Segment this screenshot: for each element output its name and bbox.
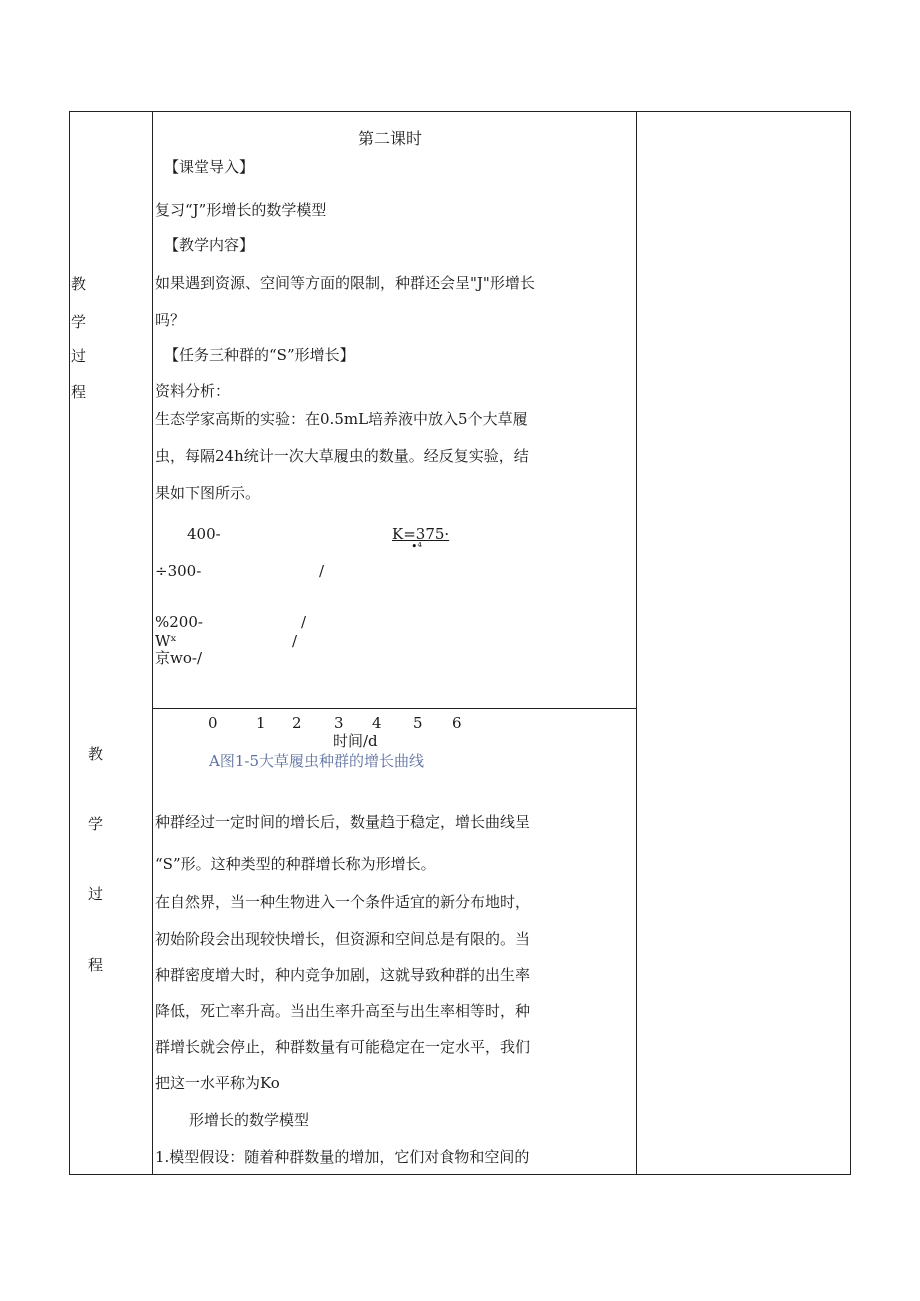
table-border-bottom	[69, 1174, 851, 1175]
column-divider-2	[636, 111, 637, 1175]
x-tick-label: 0	[208, 714, 218, 732]
label-char: 过	[71, 347, 87, 365]
paragraph-line: 种群密度增大时，种内竞争加剧，这就导致种群的出生率	[155, 966, 531, 984]
paragraph-line: 在自然界，当一种生物进入一个条件适宜的新分布地时，	[155, 893, 531, 911]
x-tick-label: 1	[256, 714, 266, 732]
label-char: 程	[71, 383, 87, 401]
column-divider-1	[152, 111, 153, 1175]
x-tick-label: 3	[334, 714, 344, 732]
x-axis-label: 时间/d	[333, 732, 378, 750]
y-axis-fragment: Wˣ	[155, 632, 177, 650]
table-border-top	[69, 111, 851, 112]
table-border-right	[850, 111, 851, 1175]
table-border-left	[69, 111, 70, 1175]
task-heading: 【任务三种群的“S”形增长】	[164, 346, 355, 364]
label-char: 学	[71, 313, 87, 331]
label-char: 程	[88, 956, 104, 974]
label-char: 教	[88, 745, 104, 763]
paragraph-line: “S”形。这种类型的种群增长称为形增长。	[155, 855, 436, 873]
paragraph-line: 群增长就会停止，种群数量有可能稳定在一定水平，我们	[155, 1038, 531, 1056]
intro-heading: 【课堂导入】	[164, 158, 255, 176]
label-char: 学	[88, 815, 104, 833]
label-char: 过	[88, 885, 104, 903]
paragraph-line: 种群经过一定时间的增长后，数量趋于稳定，增长曲线呈	[155, 813, 531, 831]
y-tick-label: ÷300-	[155, 562, 202, 580]
question-line: 吗？	[155, 311, 186, 329]
experiment-line: 生态学家高斯的实验：在0.5mL培养液中放入5个大草履	[155, 410, 528, 428]
y-tick-label: 400-	[187, 525, 221, 543]
row-divider	[152, 708, 636, 709]
question-line: 如果遇到资源、空间等方面的限制，种群还会呈"J"形增长	[155, 274, 535, 292]
label-char: 教	[71, 275, 87, 293]
paragraph-line: 把这一水平称为Ko	[155, 1074, 280, 1092]
intro-text: 复习“J”形增长的数学模型	[155, 201, 327, 219]
x-tick-label: 2	[292, 714, 302, 732]
paragraph-line: 初始阶段会出现较快增长，但资源和空间总是有限的。当	[155, 930, 531, 948]
x-tick-label: 4	[372, 714, 382, 732]
curve-mark: /	[301, 613, 307, 631]
chart-caption: A图1-5大草履虫种群的增长曲线	[209, 752, 424, 770]
experiment-line: 果如下图所示。	[155, 484, 261, 502]
material-heading: 资料分析：	[155, 382, 231, 400]
experiment-line: 虫，每隔24h统计一次大草履虫的数量。经反复实验，结	[155, 447, 529, 465]
x-tick-label: 6	[452, 714, 462, 732]
page-title: 第二课时	[358, 129, 423, 148]
model-heading: 形增长的数学模型	[189, 1111, 310, 1129]
k-marker: •⁴	[411, 540, 422, 553]
curve-mark: /	[319, 562, 325, 580]
x-tick-label: 5	[413, 714, 423, 732]
k-label: K=375·	[392, 525, 450, 543]
content-heading: 【教学内容】	[164, 236, 255, 254]
curve-mark: /	[292, 632, 298, 650]
assumption-line: 1.模型假设：随着种群数量的增加，它们对食物和空间的	[155, 1148, 530, 1166]
y-tick-label: 京wo-/	[155, 649, 202, 667]
y-tick-label: %200-	[155, 613, 203, 631]
paragraph-line: 降低，死亡率升高。当出生率升高至与出生率相等时，种	[155, 1002, 531, 1020]
